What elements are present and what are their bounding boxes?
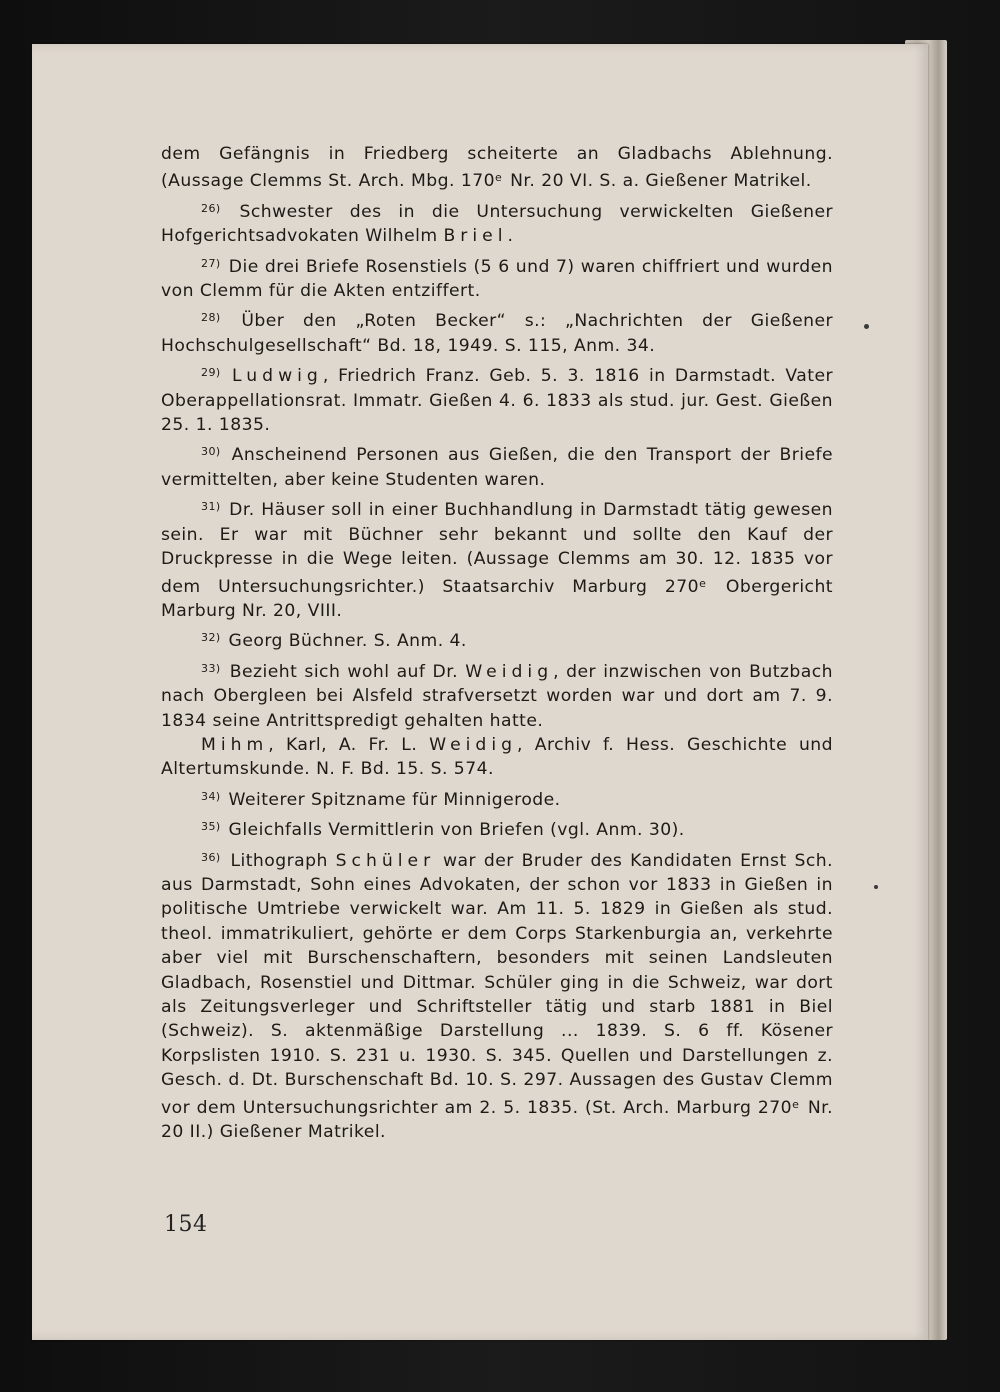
footnote-continuation: dem Gefängnis in Friedberg scheiterte an Gladbachs Ablehnung. (Aussage Clemms St. Arch. Mbg. 170e Nr. 20 VI. S. a. Gießener Matrikel. bbox=[161, 144, 833, 192]
footnote-34: $^{34)}$ Weiterer Spitzname für Minnigerode. bbox=[201, 789, 561, 810]
footnote-29: $^{29)}$ Ludwig, Friedrich Franz. Geb. 5. 3. 1816 in Darmstadt. Vater Oberappellationsrat. Immatr. Gießen 4. 6. 1833 als stud. jur. Gest. Gießen 25. 1. 1835. bbox=[161, 366, 833, 436]
paper-speck bbox=[874, 885, 878, 889]
footnote-31: $^{31)}$ Dr. Häuser soll in einer Buchhandlung in Darmstadt tätig gewesen sein. Er war mit Büchner sehr bekannt und sollte den Kauf der Druckpresse in die Wege leiten. (Aussage Clemms am 30. 12. 1835 vor dem Untersuchungsrichter.) Staatsarchiv Marburg 270e Obergericht Marburg Nr. 20, VIII. bbox=[161, 500, 833, 621]
footnote-33-reference: Mihm, Karl, A. Fr. L. Weidig, Archiv f. Hess. Geschichte und Altertumskunde. N. F. Bd. 15. S. 574. bbox=[161, 734, 834, 780]
footnote-36: $^{36)}$ Lithograph Schüler war der Bruder des Kandidaten Ernst Sch. aus Darmstadt, Sohn eines Advokaten, der schon vor 1833 in Gießen in politische Umtriebe verwickelt war. Am 11. 5. 1829 in Gießen als stud. theol. immatrikuliert, gehörte er dem Corps Starkenburgia an, verkehrte aber viel mit Burschenschaftern, besonders mit seinen Landsleuten Gladbach, Rosenstiel und Dittmar. Schüler ging in die Schweiz, war dort als Zeitungsverleger und Schriftsteller tätig und starb 1881 in Biel (Schweiz). S. aktenmäßige Darstellung ... 1839. S. 6 ff. Kösener Korpslisten 1910. S. 231 u. 1930. S. 345. Quellen und Darstellungen z. Gesch. d. Dt. Burschenschaft Bd. 10. S. 297. Aussagen des Gustav Clemm vor dem Untersuchungsrichter am 2. 5. 1835. (St. Arch. Marburg 270e Nr. 20 II.) Gießener Matrikel. bbox=[161, 850, 834, 1143]
page-number: 154 bbox=[164, 1212, 208, 1237]
footnote-27: $^{27)}$ Die drei Briefe Rosenstiels (5 6 und 7) waren chiffriert und wurden von Clemm für die Akten entziffert. bbox=[161, 256, 833, 302]
paper-speck bbox=[864, 324, 869, 329]
footnote-32: $^{32)}$ Georg Büchner. S. Anm. 4. bbox=[201, 631, 467, 652]
footnote-33: $^{33)}$ Bezieht sich wohl auf Dr. Weidig, der inzwischen von Butzbach nach Obergleen bei Alsfeld strafversetzt worden war und dort am 7. 9. 1834 seine Antrittspredigt gehalten hatte. bbox=[161, 661, 833, 731]
book-page bbox=[32, 44, 928, 1340]
footnote-30: $^{30)}$ Anscheinend Personen aus Gießen, die den Transport der Briefe vermittelten, aber keine Studenten waren. bbox=[161, 445, 833, 490]
footnote-26: $^{26)}$ Schwester des in die Untersuchung verwickelten Gießener Hofgerichtsadvokaten Wilhelm Briel. bbox=[161, 201, 833, 247]
footnotes-text bbox=[161, 142, 833, 1147]
footnote-35: $^{35)}$ Gleichfalls Vermittlerin von Briefen (vgl. Anm. 30). bbox=[201, 820, 685, 841]
footnote-28: $^{28)}$ Über den „Roten Becker“ s.: „Nachrichten der Gießener Hochschulgesellschaft“ Bd. 18, 1949. S. 115, Anm. 34. bbox=[161, 311, 833, 356]
